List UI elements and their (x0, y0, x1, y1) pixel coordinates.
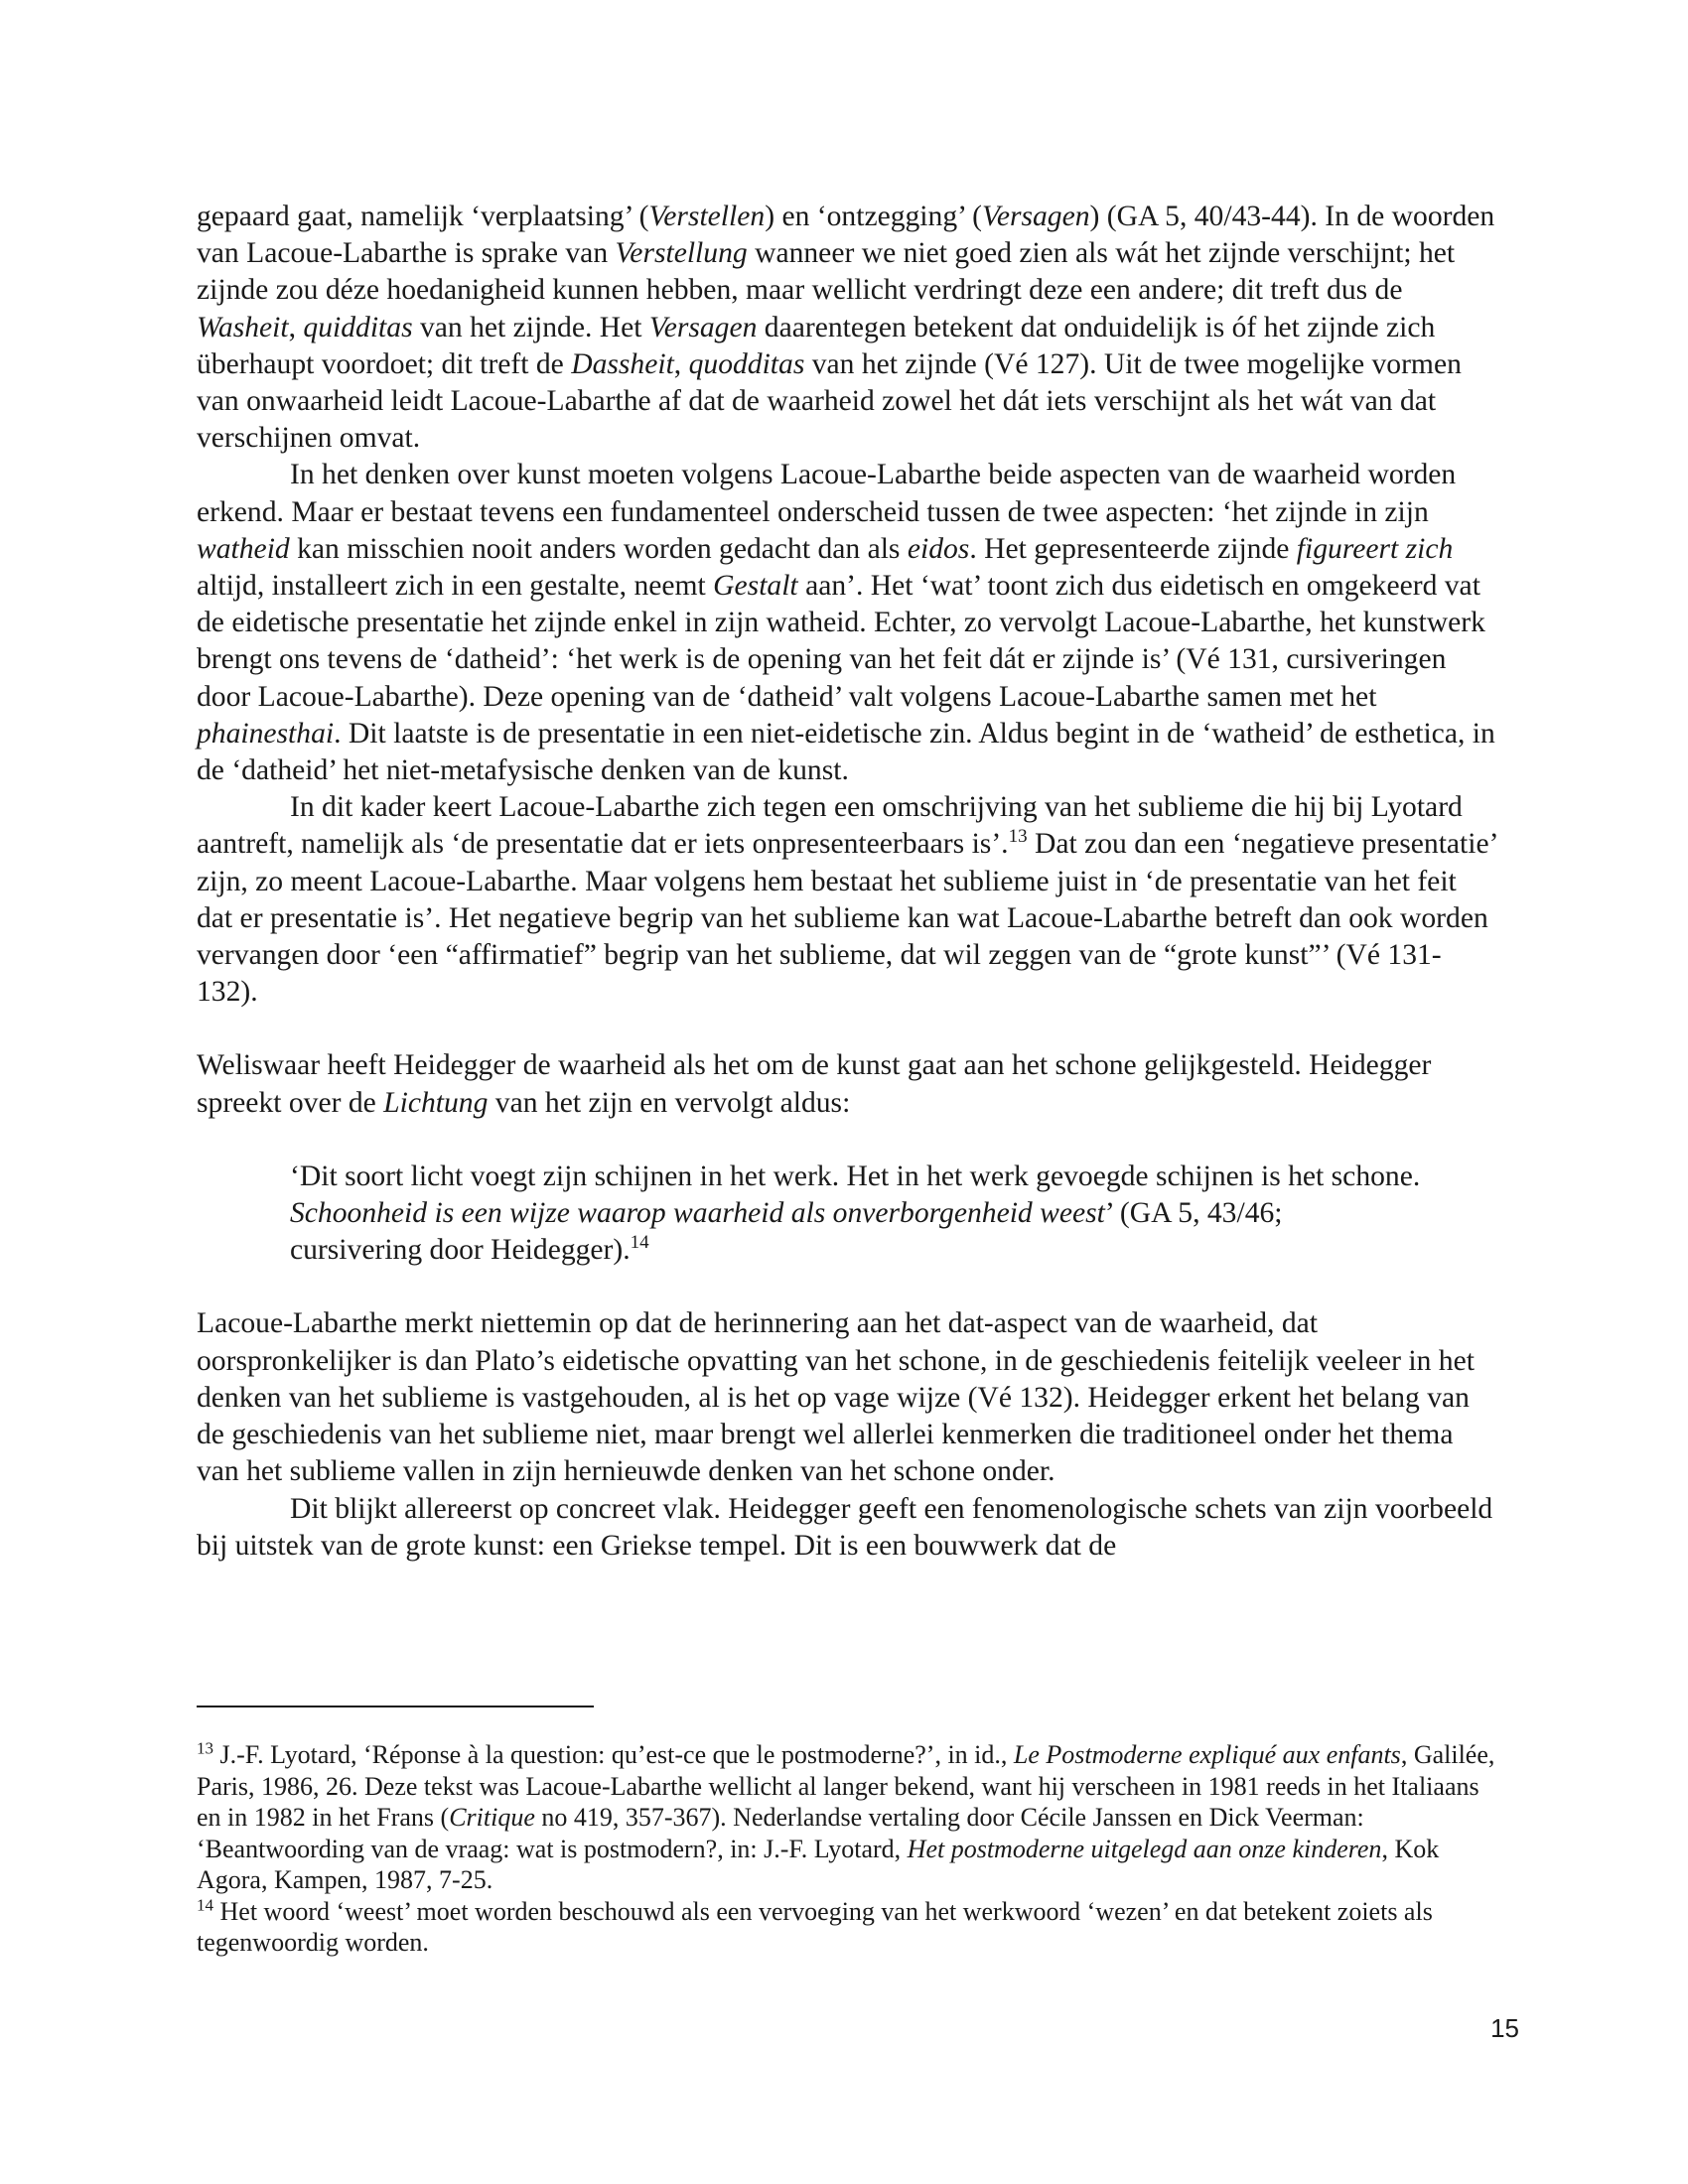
footnote-reference: 14 (197, 1894, 213, 1914)
text-run: , (673, 347, 689, 380)
text-run: Weliswaar heeft Heidegger de waarheid als het om de kunst gaat aan het schone gelijkgesteld. Heidegger spreekt over de (197, 1049, 1432, 1119)
text-run: . Dit laatste is de presentatie in een niet-eidetische zin. Aldus begint in de ‘watheid’ de esthetica, in de ‘datheid’ het niet-metafysische denken van de kunst. (197, 717, 1495, 787)
text-run: wanneer we niet goed zien als wát het zijnde verschijnt; het zijnde zou déze hoedanigheid kunnen hebben, maar wellicht verdringt deze een andere; dit treft dus de (197, 237, 1456, 307)
text-run: van het zijnde (Vé 127). Uit de twee mogelijke vormen van onwaarheid leidt Lacoue-Labarthe af dat de waarheid zowel het dát iets verschijnt als het wát van dat verschijnen omvat. (197, 347, 1462, 455)
footnote-separator (197, 1706, 594, 1707)
italic-text: eidos (907, 532, 970, 565)
text-run: ) (GA 5, 40/43-44). In de woorden van Lacoue-Labarthe is sprake van (197, 201, 1495, 270)
page-number: 15 (1490, 2013, 1519, 2043)
text-run: ’ (GA 5, 43/46; cursivering door Heidegger). (290, 1197, 1283, 1267)
text-run: In het denken over kunst moeten volgens Lacoue-Labarthe beide aspecten van de waarheid worden erkend. Maar er bestaat tevens een fundamenteel onderscheid tussen de twee aspecten: ‘het zijnde in zijn (197, 459, 1457, 528)
text-run: aan’. Het ‘wat’ toont zich dus eidetisch en omgekeerd vat de eidetische presentatie het zijnde enkel in zijn watheid. Echter, zo vervolgt Lacoue-Labarthe, het kunstwerk brengt ons tevens de ‘datheid’: ‘het werk is de opening van het feit dát er zijnde is’ (Vé 131, cursiveringen door Lacoue-Labarthe). Deze opening van de ‘datheid’ valt volgens Lacoue-Labarthe samen met het (197, 570, 1485, 713)
text-run: Lacoue-Labarthe merkt niettemin op dat de herinnering aan het dat-aspect van de waarheid, dat oorspronkelijker is dan Plato’s eidetische opvatting van het schone, in de geschiedenis feitelijk veeleer in het denken van het sublieme is vastgehouden, al is het op vage wijze (Vé 132). Heidegger erkent het belang van de geschiedenis van het sublieme niet, maar brengt wel allerlei kenmerken die traditioneel onder het thema van het sublieme vallen in zijn hernieuwde denken van het schone onder. (197, 1307, 1475, 1488)
footnote-reference: 13 (197, 1738, 213, 1758)
italic-text: Dassheit (571, 347, 674, 380)
paragraph-2 (197, 457, 1497, 789)
text-run: daarentegen betekent dat onduidelijk is óf het zijnde zich überhaupt voordoet; dit treft de (197, 311, 1436, 380)
text-run: van het zijnde. Het (412, 311, 649, 343)
text-run: , Kok Agora, Kampen, 1987, 7-25. (197, 1834, 1440, 1894)
italic-text: Critique (449, 1803, 535, 1832)
paragraph-4 (197, 1047, 1497, 1121)
italic-text: Washeit (197, 311, 289, 343)
italic-text: Versagen (982, 201, 1090, 232)
italic-text: Schoonheid is een wijze waarop waarheid als onverborgenheid weest (290, 1197, 1105, 1230)
text-run: , Galilée, Paris, 1986, 26. Deze tekst was Lacoue-Labarthe wellicht al langer bekend, want hij verscheen in 1981 reeds in het Italiaans en in 1982 in het Frans ( (197, 1740, 1495, 1832)
italic-text: Versagen (648, 311, 758, 343)
italic-text: Verstellen (648, 201, 766, 232)
footnote-reference: 14 (630, 1232, 649, 1254)
text-run: kan misschien nooit anders worden gedacht dan als (289, 532, 908, 565)
italic-text: Het postmoderne uitgelegd aan onze kinderen (907, 1834, 1382, 1863)
italic-text: Gestalt (713, 570, 798, 603)
footnote-13 (197, 1739, 1497, 1896)
text-run: , (288, 311, 304, 343)
footnote-reference: 13 (1008, 826, 1028, 848)
paragraph-6 (197, 1491, 1497, 1565)
italic-text: quodditas (688, 347, 805, 380)
italic-text: phainesthai (197, 717, 335, 750)
italic-text: Lichtung (383, 1086, 489, 1119)
italic-text: figureert zich (1296, 532, 1454, 565)
italic-text: Le Postmoderne expliqué aux enfants (1013, 1740, 1401, 1769)
italic-text: quidditas (303, 311, 413, 343)
text-run: J.-F. Lyotard, ‘Réponse à la question: qu’est-ce que le postmoderne?’, in id., (213, 1740, 1014, 1769)
paragraph-3 (197, 789, 1497, 1011)
text-run: gepaard gaat, namelijk ‘verplaatsing’ ( (197, 201, 649, 232)
paragraph-5 (197, 1305, 1497, 1490)
paragraph-1 (197, 199, 1497, 457)
text-run: ‘Dit soort licht voegt zijn schijnen in het werk. Het in het werk gevoegde schijnen is het schone. (290, 1160, 1421, 1192)
text-run: . Het gepresenteerde zijnde (969, 532, 1297, 565)
text-run: van het zijn en vervolgt aldus: (488, 1086, 851, 1119)
text-run: Dit blijkt allereerst op concreet vlak. Heidegger geeft een fenomenologische schets van zijn voorbeeld bij uitstek van de grote kunst: een Griekse tempel. Dit is een bouwwerk dat de (197, 1492, 1493, 1562)
italic-text: watheid (197, 532, 290, 565)
text-run: Dat zou dan een ‘negatieve presentatie’ zijn, zo meent Lacoue-Labarthe. Maar volgens hem bestaat het sublieme juist in ‘de presentatie van het feit dat er presentatie is’. Het negatieve begrip van het sublieme kan wat Lacoue-Labarthe betreft dan ook worden vervangen door ‘een “affirmatief” begrip van het sublieme, dat wil zeggen van de “grote kunst”’ (Vé 131-132). (197, 828, 1497, 1009)
footnote-14 (197, 1896, 1497, 1959)
text-run: Het woord ‘weest’ moet worden beschouwd als een vervoeging van het werkwoord ‘wezen’ en dat betekent zoiets als tegenwoordig worden. (197, 1896, 1433, 1957)
text-run: altijd, installeert zich in een gestalte, neemt (197, 570, 714, 603)
body-text (197, 199, 1497, 1565)
footnotes (197, 1739, 1497, 1959)
text-run: In dit kader keert Lacoue-Labarthe zich tegen een omschrijving van het sublieme die hij bij Lyotard aantreft, namelijk als ‘de presentatie dat er iets onpresenteerbaars is’. (197, 791, 1463, 861)
text-run: no 419, 357-367). Nederlandse vertaling door Cécile Janssen en Dick Veerman: ‘Beantwoording van de vraag: wat is postmodern?, in: J.-F. Lyotard, (197, 1803, 1364, 1863)
block-quote (290, 1159, 1422, 1270)
italic-text: Verstellung (615, 237, 748, 270)
text-run: ) en ‘ontzegging’ ( (765, 201, 983, 232)
